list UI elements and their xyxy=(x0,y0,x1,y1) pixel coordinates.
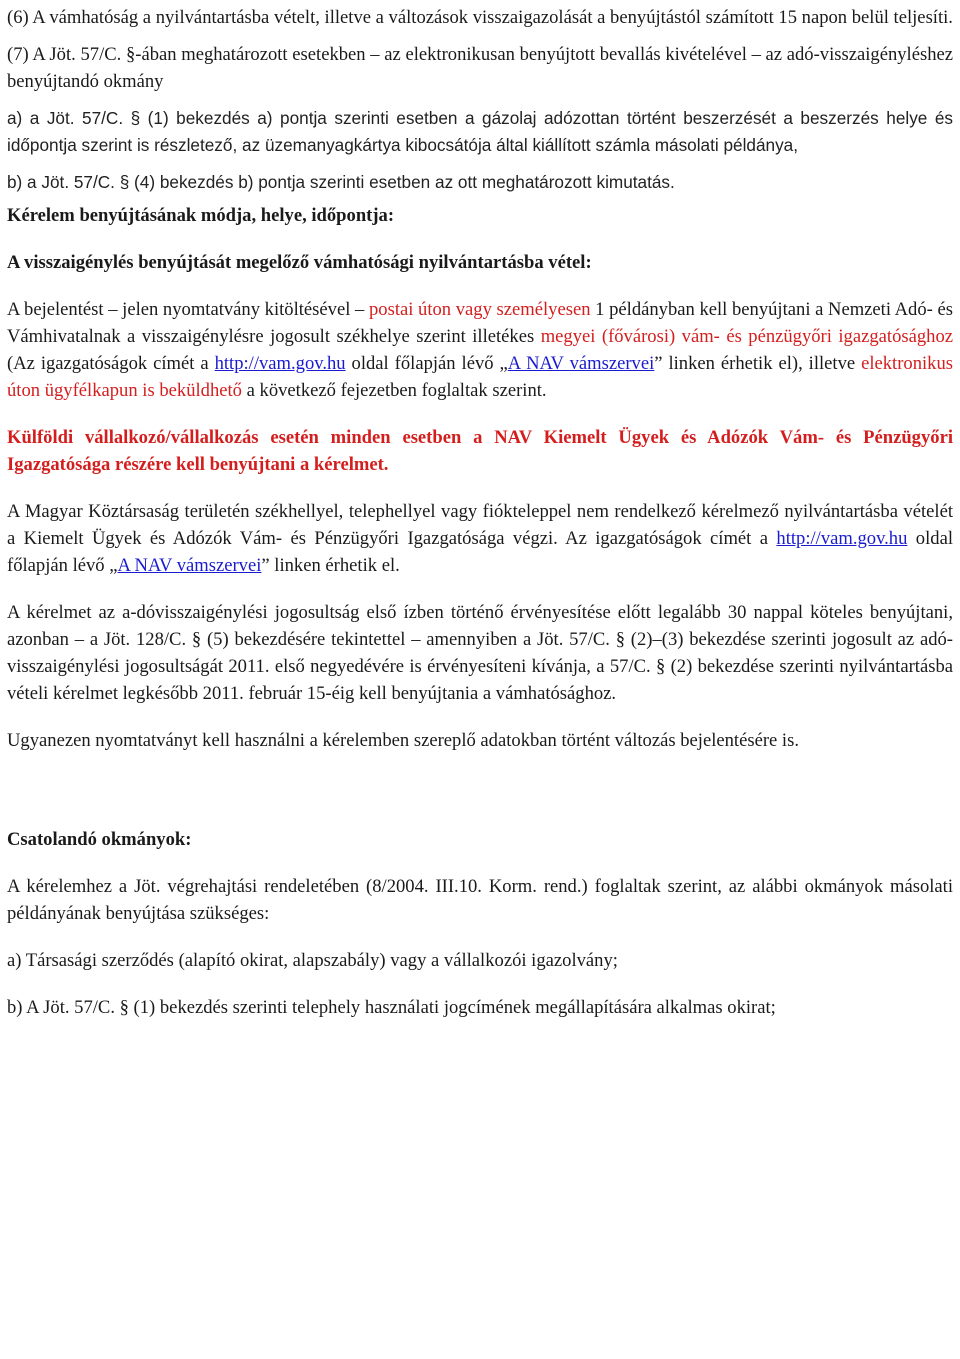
red-emphasis-postal: postai úton vagy személyesen xyxy=(368,299,591,320)
section-heading-attachments: Csatolandó okmányok: xyxy=(7,829,192,850)
text-segment: A bejelentést – jelen nyomtatvány kitöltésével – xyxy=(7,299,369,320)
attachment-item-b: b) A Jöt. 57/C. § (1) bekezdés szerinti telephely használati jogcímének megállapítására alkalmas okirat; xyxy=(7,997,776,1018)
text-segment: ” linken érhetik el. xyxy=(261,555,400,576)
red-emphasis-directorate: megyei (fővárosi) vám- és pénzügyőri igazgatósághoz xyxy=(540,326,953,347)
paragraph-item-b: b) a Jöt. 57/C. § (4) bekezdés b) pontja szerinti esetben az ott meghatározott kimutatás. xyxy=(7,172,675,192)
section-heading-registration: A visszaigénylés benyújtását megelőző vámhatósági nyilvántartásba vétel: xyxy=(7,252,592,273)
text-segment: ” linken érhetik el), illetve xyxy=(654,353,862,374)
text-segment: 1 példányban kell benyújtani a Nemzeti Adó- és Vámhivatalnak a visszaigénylésre jogosult székhelye szerint illetékes xyxy=(7,299,953,347)
paragraph-submission-method xyxy=(7,296,953,404)
document-page xyxy=(7,0,953,1021)
link-nav-vamszervei[interactable]: A NAV vámszervei xyxy=(117,555,262,576)
text-segment: oldal főlapján lévő „ xyxy=(7,528,953,576)
text-segment: a következő fejezetben foglaltak szerint. xyxy=(241,380,547,401)
link-vam-gov-hu[interactable]: http://vam.gov.hu xyxy=(214,353,346,374)
red-emphasis-electronic: elektronikus úton ügyfélkapun is beküldhető xyxy=(7,353,953,401)
paragraph-attachments-intro: A kérelemhez a Jöt. végrehajtási rendeletében (8/2004. III.10. Korm. rend.) foglaltak szerint, az alábbi okmányok másolati példányának benyújtása szükséges: xyxy=(7,876,953,924)
paragraph-hungary-registration xyxy=(7,498,953,579)
text-segment: (Az igazgatóságok címét a xyxy=(7,353,215,374)
link-nav-vamszervei[interactable]: A NAV vámszervei xyxy=(507,353,655,374)
paragraph-7: (7) A Jöt. 57/C. §-ában meghatározott esetekben – az elektronikusan benyújtott bevallás kivételével – az adó-visszaigényléshez benyújtandó okmány xyxy=(7,44,953,92)
paragraph-6: (6) A vámhatóság a nyilvántartásba vételt, illetve a változások visszaigazolását a benyújtástól számított 15 napon belül teljesíti. xyxy=(7,7,953,28)
paragraph-deadline: A kérelmet az a-dóvisszaigénylési jogosultság első ízben történő érvényesítése előtt legalább 30 nappal köteles benyújtani, azonban – a Jöt. 128/C. § (5) bekezdésére tekintettel – amennyiben a Jöt. 57/C. § (2)–(3) bekezdése szerinti jogosult az adó-visszaigénylési jogosultságát 2011. első negyedévére is érvényesíteni kívánja, a 57/C. § (2) bekezdése szerinti nyilvántartásba vételi kérelmet legkésőbb 2011. február 15-éig kell benyújtania a vámhatósághoz. xyxy=(7,602,953,704)
paragraph-changes: Ugyanezen nyomtatványt kell használni a kérelemben szereplő adatokban történt változás bejelentésére is. xyxy=(7,730,799,751)
foreign-entity-notice: Külföldi vállalkozó/vállalkozás esetén minden esetben a NAV Kiemelt Ügyek és Adózók Vám- és Pénzügyőri Igazgatósága részére kell benyújtani a kérelmet. xyxy=(7,427,953,475)
paragraph-item-a: a) a Jöt. 57/C. § (1) bekezdés a) pontja szerinti esetben a gázolaj adózottan történt beszerzését a beszerzés helye és időpontja szerint is részletező, az üzemanyagkártya kibocsátója által kiállított számla másolati példánya, xyxy=(7,108,953,155)
text-segment: A Magyar Köztársaság területén székhellyel, telephellyel vagy fiókteleppel nem rendelkező kérelmező nyilvántartásba vételét a Kiemelt Ügyek és Adózók Vám- és Pénzügyőri Igazgatósága végzi. Az igazgatóságok címét a xyxy=(7,501,953,549)
attachment-item-a: a) Társasági szerződés (alapító okirat, alapszabály) vagy a vállalkozói igazolvány; xyxy=(7,950,618,971)
text-segment: oldal főlapján lévő „ xyxy=(345,353,508,374)
section-heading-submission: Kérelem benyújtásának módja, helye, időpontja: xyxy=(7,205,395,226)
link-vam-gov-hu[interactable]: http://vam.gov.hu xyxy=(776,528,908,549)
